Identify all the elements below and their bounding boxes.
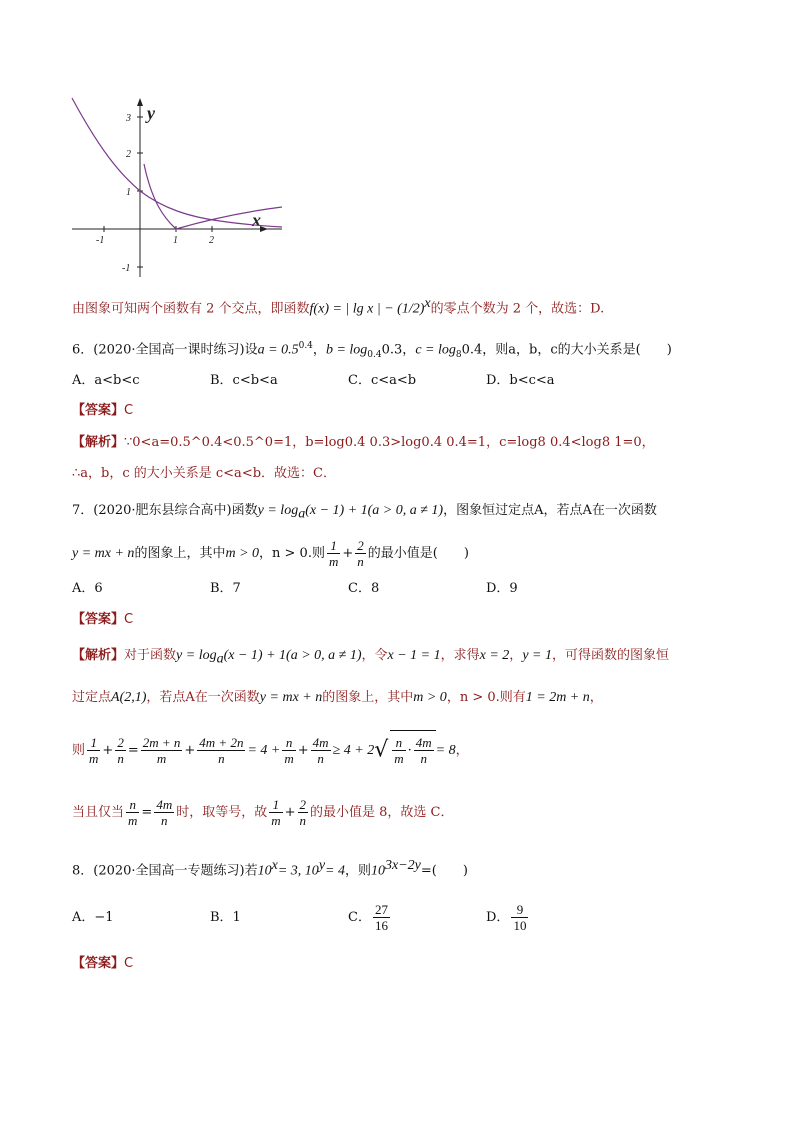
q7-analysis-1: 【解析】对于函数$y = \log_a(x - 1) + 1(a > 0$, a ≠ 1)，令x − 1 = 1，求得x = 2，y = 1，可得函数的图象恒 xyxy=(72,648,669,667)
x-axis-arrow xyxy=(260,226,268,232)
y-axis-label: y xyxy=(147,103,155,123)
q8-options xyxy=(72,898,624,938)
y-tick-3: 3 xyxy=(126,113,131,124)
curve-abs-log xyxy=(144,164,282,229)
q8-option-d: D． $\frac{9}{10}$ xyxy=(486,902,527,933)
q8-option-c: C． $\frac{27}{16}$ xyxy=(348,902,388,933)
q7-stem-1: 7．(2020·肥东县综合高中)函数$y = \log_a(x - 1) + 1(a > 0$, a ≠ 1)，图象恒过定点A，若点A在一次函数 xyxy=(72,503,657,522)
q7-stem-2: y = mx + n的图象上，其中m > 0，n > 0.则 $\frac{1}{m}$ + $\frac{2}{n}$ 的最小值是( ) xyxy=(72,538,469,569)
q7-option-c: C．8 xyxy=(348,581,380,596)
q7-options xyxy=(72,579,624,599)
q6-option-d: D．b<c<a xyxy=(486,373,555,388)
q6-analysis-1: 【解析】∵0<a=0.5^0.4<0.5^0=1，b=log0.4 0.3>log0.4 0.4=1，c=log8 0.4<log8 1=0， xyxy=(72,435,655,450)
q7-analysis-4: 当且仅当 $\frac{n}{m}$ = $\frac{4m}{n}$ 时，取等号，故 $\frac{1}{m}$ + $\frac{2}{n}$ 的最小值是 8，故选 C． xyxy=(72,797,454,828)
q7-option-d: D．9 xyxy=(486,581,518,596)
q5-conclusion: 由图象可知两个函数有 2 个交点，即函数f(x) = | lg x | − $(1/2)^x$的零点个数为 2 个，故选：D. xyxy=(72,296,605,317)
y-axis-arrow xyxy=(137,98,143,106)
x-tick-1: 1 xyxy=(173,235,178,246)
q6-options xyxy=(72,371,624,391)
x-axis-label: x xyxy=(252,210,261,230)
q8-answer: 【答案】C xyxy=(72,956,134,971)
q6-analysis-2: ∴a，b，c 的大小关系是 c<a<b．故选：C． xyxy=(72,466,336,481)
q8-stem: 8．(2020·全国高一专题练习)若$10^x= 3$, $10^y= 4$，则$10^{3x-2y}=$( ) xyxy=(72,858,468,879)
q7-analysis-3: 则 $\frac{1}{m}$ + $\frac{2}{n}$ = $\frac{2m + n}{m}$ + $\frac{4m + 2n}{n}$ = 4 + $\frac{n}{m}$ + $\frac{4m}{n}$ ≥ 4 + 2√ $\frac{n}{m}$ · $\frac{4m}{n}$ = 8， xyxy=(72,730,469,771)
q7-answer: 【答案】C xyxy=(72,612,134,627)
function-graph xyxy=(60,92,290,282)
y-tick-neg1: -1 xyxy=(122,263,131,274)
q5-formula: f(x) = | lg x | − (1/2) xyxy=(309,301,425,317)
q6-answer: 【答案】C xyxy=(72,403,134,418)
x-tick-2: 2 xyxy=(209,235,214,246)
q6-option-b: B．c<b<a xyxy=(210,373,278,388)
q6-option-c: C．c<a<b xyxy=(348,373,417,388)
x-tick-neg1: -1 xyxy=(96,235,105,246)
curve-exponential xyxy=(72,98,282,227)
q7-option-b: B．7 xyxy=(210,581,241,596)
q7-analysis-2: 过定点A(2,1)，若点A在一次函数y = mx + n的图象上，其中m > 0，n > 0.则有1 = 2m + n， xyxy=(72,690,603,705)
q8-option-b: B．1 xyxy=(210,910,241,925)
q6-option-a: A．a<b<c xyxy=(72,373,140,388)
q7-option-a: A．6 xyxy=(72,581,103,596)
q8-option-a: A．−1 xyxy=(72,910,114,925)
y-tick-1: 1 xyxy=(126,187,131,198)
y-tick-2: 2 xyxy=(126,149,131,160)
q6-stem: 6．(2020·全国高一课时练习)设$a = 0.5^{0.4}$，$b = \log_{0.4}0.3$，$c = \log_80.4$，则a，b，c的大小关系是( ) xyxy=(72,341,672,360)
